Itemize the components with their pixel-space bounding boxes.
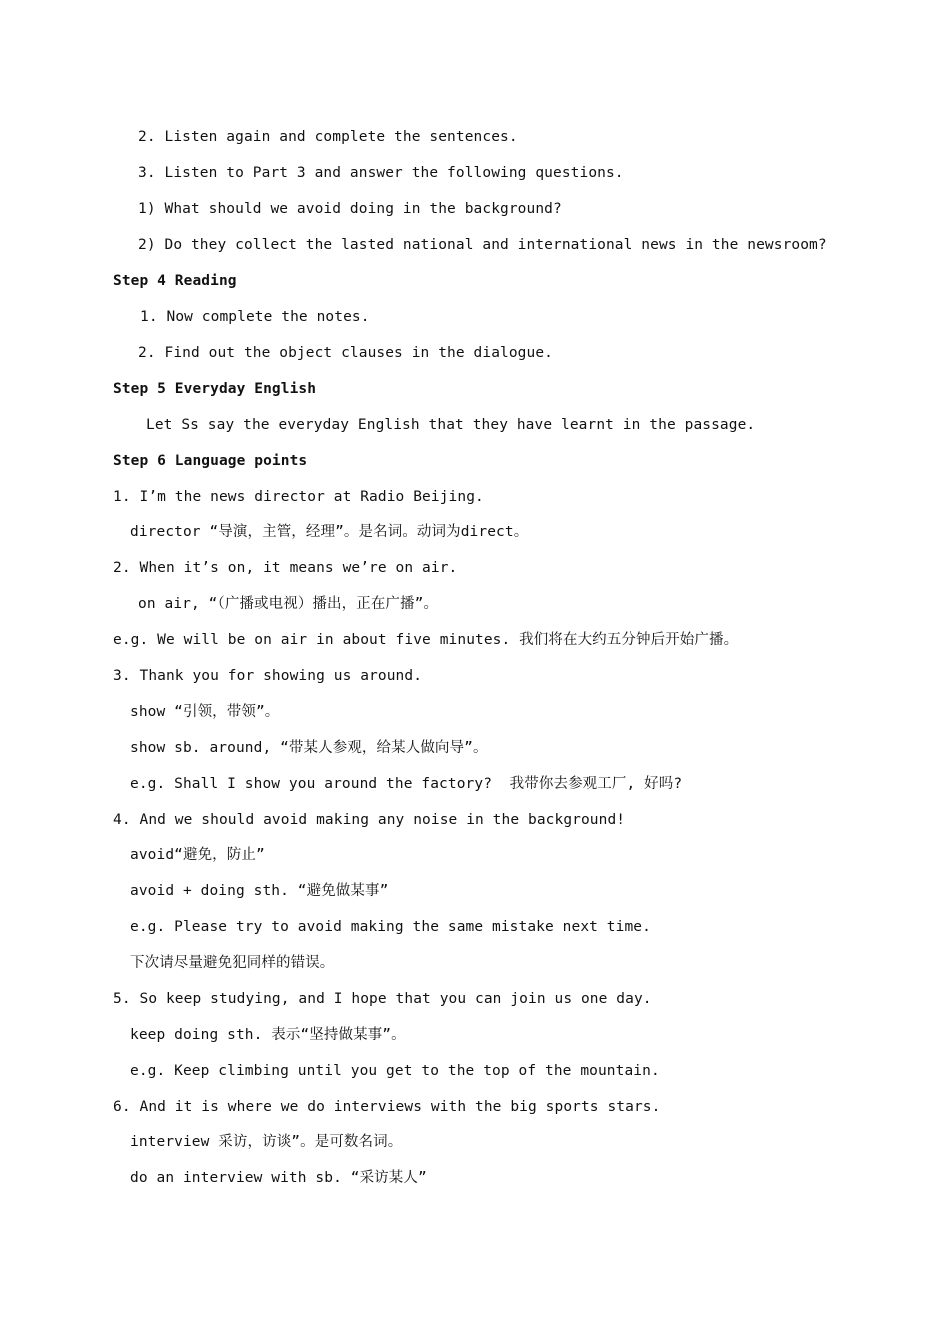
language-point: 5. So keep studying, and I hope that you can join us one day. xyxy=(113,991,652,1007)
explanation: show sb. around, “带某人参观，给某人做向导”。 xyxy=(130,740,488,756)
language-point: 4. And we should avoid making any noise in the background! xyxy=(113,812,626,828)
explanation: interview 采访，访谈”。是可数名词。 xyxy=(130,1134,403,1150)
list-item: 3. Listen to Part 3 and answer the following questions. xyxy=(138,165,624,181)
question-item: 2) Do they collect the lasted national and international news in the newsroom? xyxy=(138,237,827,253)
explanation: avoid + doing sth. “避免做某事” xyxy=(130,883,389,899)
example-sentence: e.g. Shall I show you around the factory? 我带你去参观工厂, 好吗? xyxy=(130,776,683,792)
language-point: 1. I’m the news director at Radio Beijing. xyxy=(113,489,484,505)
section-heading: Step 5 Everyday English xyxy=(113,381,317,397)
list-item: 2. Listen again and complete the sentences. xyxy=(138,129,518,145)
list-item: 1. Now complete the notes. xyxy=(140,309,370,325)
section-heading: Step 4 Reading xyxy=(113,273,237,289)
language-point: 2. When it’s on, it means we’re on air. xyxy=(113,560,458,576)
language-point: 6. And it is where we do interviews with the big sports stars. xyxy=(113,1099,661,1115)
question-item: 1) What should we avoid doing in the background? xyxy=(138,201,562,217)
explanation: on air, “（广播或电视）播出，正在广播”。 xyxy=(138,596,439,612)
paragraph: Let Ss say the everyday English that they have learnt in the passage. xyxy=(146,417,756,433)
section-heading: Step 6 Language points xyxy=(113,453,308,469)
language-point: 3. Thank you for showing us around. xyxy=(113,668,423,684)
explanation: director “导演，主管，经理”。是名词。动词为direct。 xyxy=(130,524,529,540)
explanation: keep doing sth. 表示“坚持做某事”。 xyxy=(130,1027,406,1043)
list-item: 2. Find out the object clauses in the dialogue. xyxy=(138,345,553,361)
explanation: show “引领，带领”。 xyxy=(130,704,280,720)
translation: 下次请尽量避免犯同样的错误。 xyxy=(130,955,335,971)
explanation: avoid“避免，防止” xyxy=(130,847,265,863)
example-sentence: e.g. We will be on air in about five minutes. 我们将在大约五分钟后开始广播。 xyxy=(113,632,739,648)
explanation: do an interview with sb. “采访某人” xyxy=(130,1170,427,1186)
example-sentence: e.g. Please try to avoid making the same mistake next time. xyxy=(130,919,651,935)
example-sentence: e.g. Keep climbing until you get to the top of the mountain. xyxy=(130,1063,660,1079)
